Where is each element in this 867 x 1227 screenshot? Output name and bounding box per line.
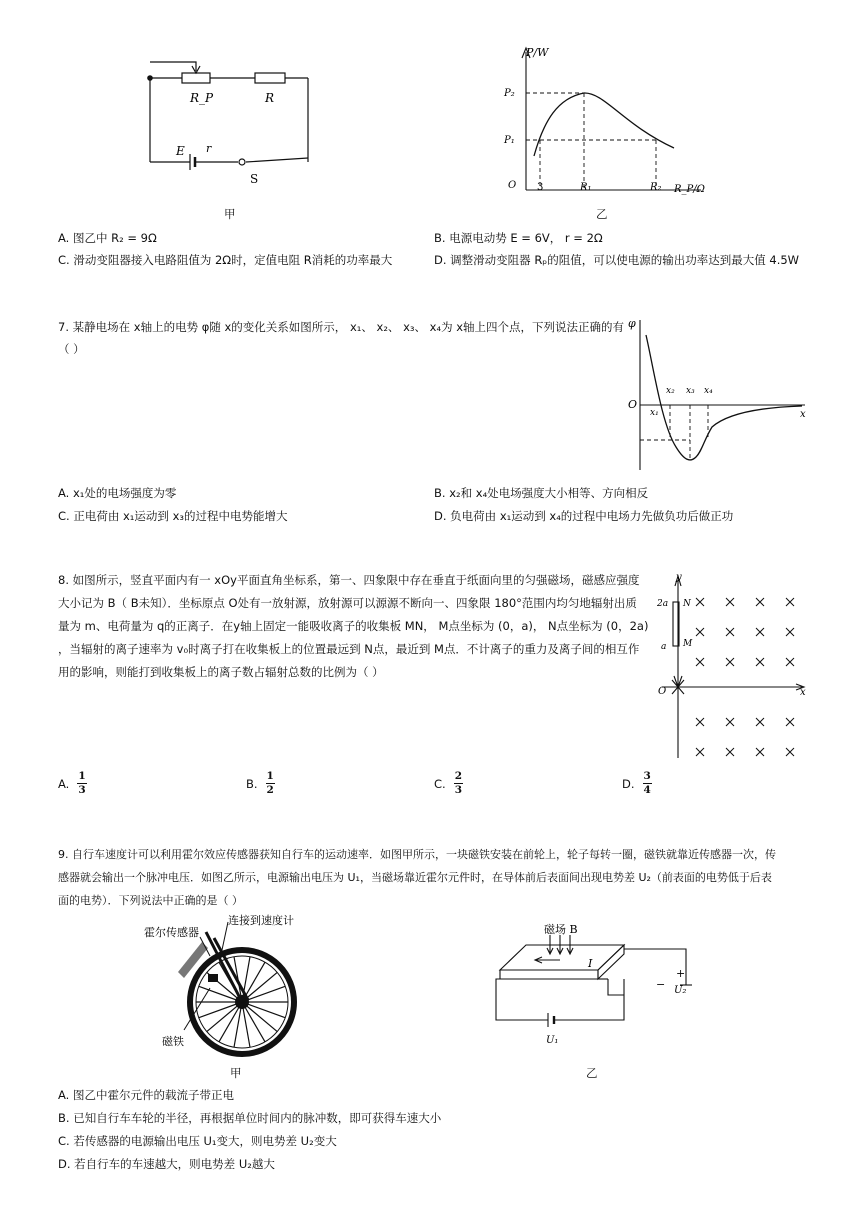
wheel-spoke: [242, 1002, 277, 1032]
option-letter: C.: [434, 776, 446, 791]
q6-yi-caption: 乙: [596, 207, 608, 221]
q7-option-c: C. 正电荷由 x₁运动到 x₃的过程中电势能增大: [58, 509, 288, 523]
n-label: N: [683, 599, 691, 609]
q6-option-d: D. 调整滑动变阻器 Rₚ的阻值，可以使电源的输出功率达到最大值 4.5W: [434, 253, 800, 267]
field-cross: [786, 718, 794, 726]
q7-option-a: A. x₁处的电场强度为零: [58, 486, 177, 500]
origin-label: O: [658, 686, 667, 697]
field-cross: [696, 658, 704, 666]
q8-option: [246, 770, 275, 797]
field-cross: [726, 628, 734, 636]
p1-label: P₁: [504, 135, 515, 146]
field-cross: [696, 598, 704, 606]
u2-label: U₂: [674, 985, 687, 996]
numerator: 1: [266, 770, 274, 782]
q9-option-b: B. 已知自行车车轮的半径，再根据单位时间内的脉冲数，即可获得车速大小: [58, 1111, 442, 1125]
q8-line: 大小记为 B（ B未知）．坐标原点 O处有一放射源，放射源可以源源不断向一、四象限 180°范围内均匀地辐射出质: [58, 596, 637, 610]
q6-option-c: C. 滑动变阻器接入电路阻值为 2Ω时，定值电阻 R消耗的功率最大: [58, 253, 393, 267]
numerator: 3: [643, 770, 651, 782]
q8-field-figure: [652, 570, 817, 765]
q9-line: 9. 自行车速度计可以利用霍尔效应传感器获知自行车的运动速率．如图甲所示，一块磁铁安装在前轮上，轮子每转一圈，磁铁就靠近传感器一次，传: [58, 848, 776, 861]
q9-option-c: C. 若传感器的电源输出电压 U₁变大，则电势差 U₂变大: [58, 1134, 337, 1148]
q9-yi-caption: 乙: [586, 1066, 598, 1080]
option-letter: B.: [246, 776, 258, 791]
wheel-spoke: [242, 1002, 285, 1018]
field-cross: [786, 628, 794, 636]
q7-option-b: B. x₂和 x₄处电场强度大小相等、方向相反: [434, 486, 649, 500]
wheel-spoke: [207, 1002, 242, 1032]
q7-stem-line1: 7. 某静电场在 x轴上的电势 φ随 x的变化关系如图所示， x₁、 x₂、 x₃、 x₄为 x轴上四个点，下列说法正确的有: [58, 320, 625, 334]
tick-r2: R₂: [650, 182, 662, 193]
q8-stem: [58, 569, 648, 684]
field-cross: [756, 718, 764, 726]
q6-circuit-figure: [130, 40, 330, 190]
r-small-label: r: [206, 142, 212, 155]
u1-label: U₁: [546, 1035, 559, 1046]
x-axis-label: R_P/Ω: [674, 184, 705, 195]
q9-jia-caption: 甲: [230, 1066, 242, 1080]
x-axis-label: x: [800, 687, 806, 698]
phi-label: φ: [628, 317, 636, 330]
denominator: 4: [643, 784, 651, 796]
p-axis-label: P/W: [526, 46, 549, 59]
field-cross: [696, 718, 704, 726]
wheel-spoke: [199, 1002, 242, 1018]
origin-label: O: [508, 180, 517, 191]
y-axis-label: y: [676, 572, 682, 583]
q9-bicycle-wheel-figure: [140, 912, 310, 1062]
hall-sensor-label: 霍尔传感器: [144, 926, 199, 939]
field-cross: [756, 748, 764, 756]
field-cross: [756, 658, 764, 666]
q9-option-a: A. 图乙中霍尔元件的载流子带正电: [58, 1088, 234, 1102]
magnet-label: 磁铁: [162, 1035, 184, 1048]
field-cross: [726, 718, 734, 726]
numerator: 2: [454, 770, 462, 782]
field-cross: [726, 658, 734, 666]
tick-r1: R₁: [580, 182, 592, 193]
fraction: [77, 770, 86, 797]
rp-label: R_P: [190, 91, 214, 105]
minus-label: −: [656, 978, 666, 991]
fraction: [454, 770, 463, 797]
x1-label: x₁: [650, 408, 659, 418]
q8-options: [58, 770, 698, 810]
q8-line: 8. 如图所示，竖直平面内有一 xOy平面直角坐标系，第一、四象限中存在垂直于纸面向里的匀强磁场，磁感应强度: [58, 573, 640, 587]
x4-label: x₄: [704, 386, 713, 396]
fraction: [266, 770, 275, 797]
q9-line: 感器就会输出一个脉冲电压．如图乙所示，电源输出电压为 U₁，当磁场靠近霍尔元件时，在导体前后表面间出现电势差 U₂（前表面的电势低于后表: [58, 871, 772, 884]
q6-option-b: B. 电源电动势 E = 6V， r = 2Ω: [434, 231, 603, 245]
q8-line: 量为 m、电荷量为 q的正离子．在y轴上固定一能吸收离子的收集板 MN， M点坐标为 (0，a)， N点坐标为 (0，2a): [58, 619, 649, 633]
two-a-label: 2a: [657, 599, 669, 609]
m-label: M: [683, 639, 693, 649]
r-label: R: [265, 91, 275, 105]
q6-jia-caption: 甲: [224, 207, 236, 221]
field-cross: [696, 748, 704, 756]
q8-option: [434, 770, 463, 797]
q8-option: [622, 770, 652, 797]
field-cross: [786, 748, 794, 756]
q6-power-graph: [496, 40, 716, 200]
field-cross: [726, 598, 734, 606]
s-label: S: [250, 172, 259, 186]
e-label: E: [176, 144, 185, 158]
origin-label: O: [628, 398, 638, 411]
option-letter: D.: [622, 776, 635, 791]
field-cross: [756, 628, 764, 636]
field-cross: [756, 598, 764, 606]
q8-line: 用的影响，则能打到收集板上的离子数占辐射总数的比例为（ ）: [58, 665, 384, 679]
field-cross: [786, 658, 794, 666]
q7-option-d: D. 负电荷由 x₁运动到 x₄的过程中电场力先做负功后做正功: [434, 509, 734, 523]
p2-label: P₂: [504, 88, 515, 99]
denominator: 3: [78, 784, 86, 796]
a-label: a: [661, 642, 667, 652]
numerator: 1: [78, 770, 86, 782]
option-letter: A.: [58, 776, 70, 791]
field-label: 磁场 B: [544, 923, 578, 936]
denominator: 2: [266, 784, 274, 796]
q8-option: [58, 770, 87, 797]
field-cross: [726, 748, 734, 756]
x3-label: x₃: [686, 386, 695, 396]
q7-potential-graph: [620, 315, 815, 475]
q9-line: 面的电势）．下列说法中正确的是（ ）: [58, 894, 243, 907]
q9-stem: [58, 843, 818, 912]
q6-option-a: A. 图乙中 R₂ = 9Ω: [58, 231, 157, 245]
q9-hall-element-figure: [488, 915, 708, 1055]
x-axis-label: x: [800, 409, 806, 420]
connect-label: 连接到速度计: [228, 914, 294, 927]
magnetic-field-crosses: [696, 598, 794, 756]
field-cross: [696, 628, 704, 636]
q8-line: ，当辐射的离子速率为 v₀时离子打在收集板上的位置最远到 N点，最近到 M点．不计离子的重力及离子间的相互作: [58, 642, 640, 656]
q9-option-d: D. 若自行车的车速越大，则电势差 U₂越大: [58, 1157, 275, 1171]
x2-label: x₂: [666, 386, 675, 396]
tick-3: 3: [537, 182, 544, 193]
q7-stem-line2: （ ）: [58, 342, 85, 356]
current-label: I: [588, 957, 593, 970]
fraction: [643, 770, 652, 797]
denominator: 3: [454, 784, 462, 796]
plus-label: +: [676, 967, 686, 980]
field-cross: [786, 598, 794, 606]
